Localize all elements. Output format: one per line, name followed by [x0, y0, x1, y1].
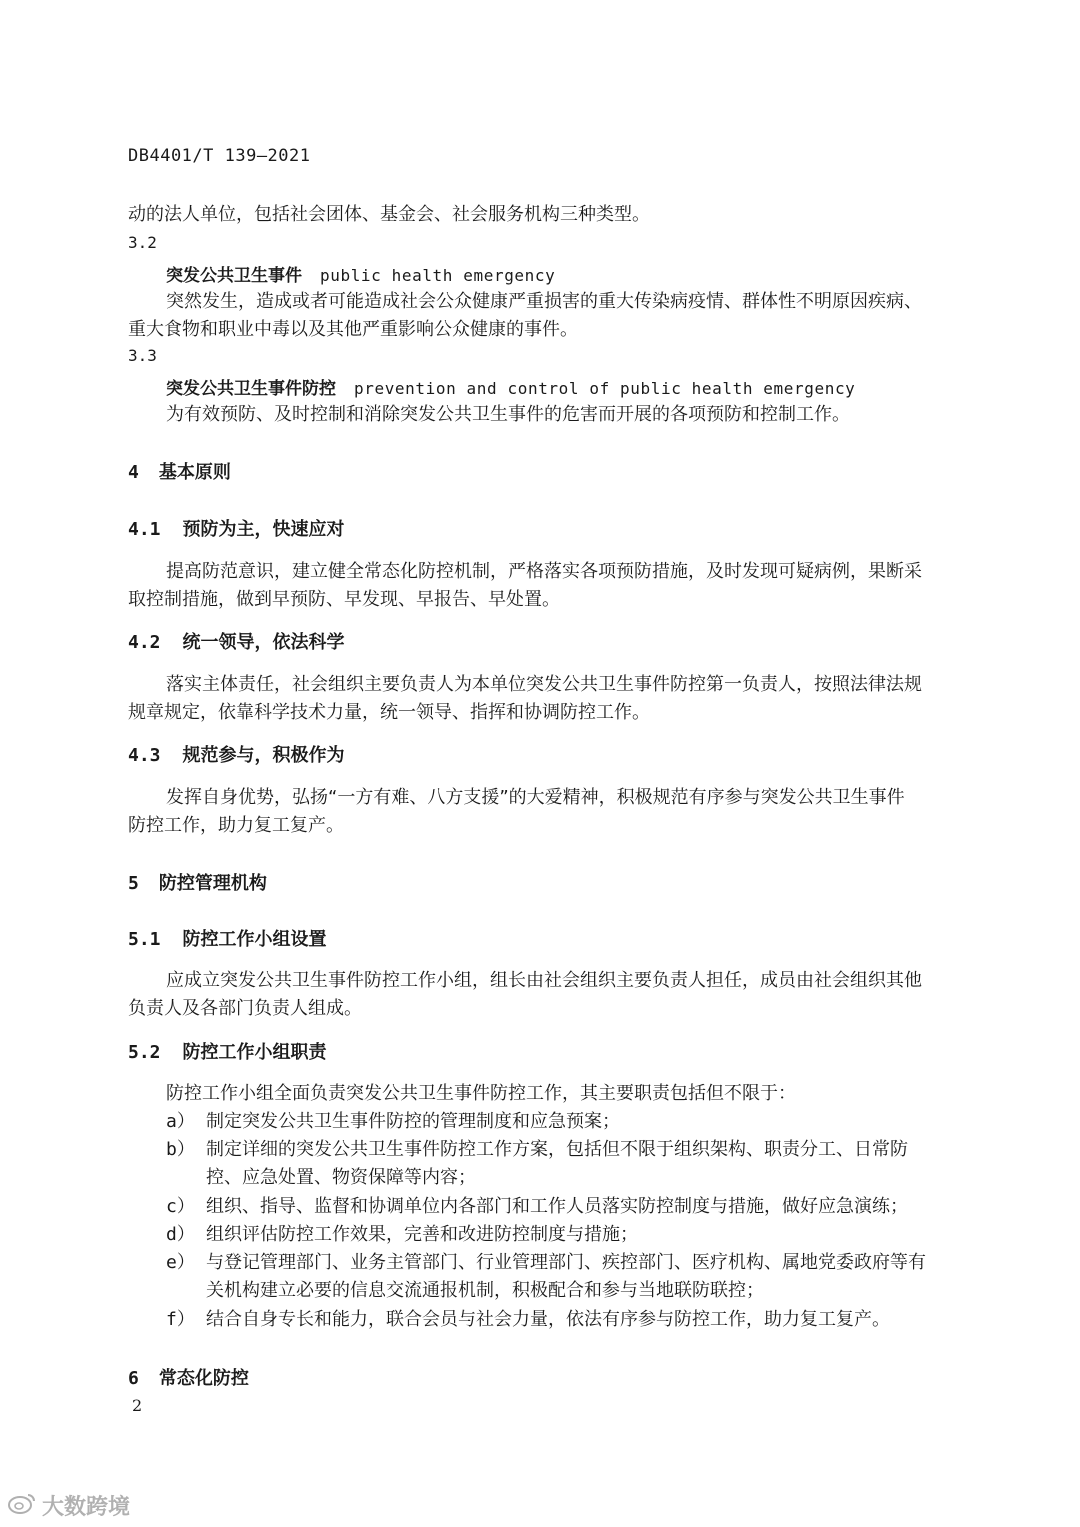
- subsection-number: 4.1: [128, 519, 161, 540]
- section-number: 6: [128, 1368, 139, 1389]
- term-number: 3.2: [128, 233, 157, 252]
- subsection-number: 5.2: [128, 1042, 161, 1063]
- list-text: 与登记管理部门、业务主管部门、行业管理部门、疾控部门、医疗机构、属地党委政府等有: [206, 1252, 926, 1273]
- watermark: [8, 1490, 130, 1521]
- subsection-title: 防控工作小组设置: [182, 929, 327, 950]
- list-item: [166, 1306, 890, 1334]
- term-en: public health emergency: [320, 266, 556, 285]
- page-number: 2: [132, 1396, 143, 1415]
- paragraph-line: 落实主体责任，社会组织主要负责人为本单位突发公共卫生事件防控第一负责人，按照法律法规: [166, 674, 922, 695]
- paragraph-line: 规章规定，依靠科学技术力量，统一领导、指挥和协调防控工作。: [128, 702, 650, 723]
- section-title: 常态化防控: [158, 1368, 249, 1389]
- term-number: 3.3: [128, 346, 157, 365]
- subsection-heading: [128, 925, 327, 951]
- list-text: 制定详细的突发公共卫生事件防控工作方案，包括但不限于组织架构、职责分工、日常防: [206, 1139, 908, 1160]
- subsection-number: 4.3: [128, 745, 161, 766]
- list-text-cont: 控、应急处置、物资保障等内容；: [206, 1167, 476, 1188]
- list-text: 制定突发公共卫生事件防控的管理制度和应急预案；: [206, 1111, 620, 1132]
- watermark-text: 大数跨境: [42, 1495, 131, 1520]
- subsection-title: 预防为主，快速应对: [182, 519, 345, 540]
- paragraph-line: 发挥自身优势，弘扬“一方有难、八方支援”的大爱精神，积极规范有序参与突发公共卫生事件: [166, 787, 905, 808]
- list-text: 组织评估防控工作效果，完善和改进防控制度与措施；: [206, 1224, 638, 1245]
- section-title: 基本原则: [158, 462, 231, 483]
- paragraph-line: 负责人及各部门负责人组成。: [128, 998, 362, 1019]
- subsection-number: 5.1: [128, 929, 161, 950]
- continuation-text: 动的法人单位，包括社会团体、基金会、社会服务机构三种类型。: [128, 204, 650, 225]
- list-label: b）: [166, 1139, 195, 1160]
- paragraph-line: 提高防范意识，建立健全常态化防控机制，严格落实各项预防措施，及时发现可疑病例，果断采: [166, 561, 922, 582]
- term-heading: [166, 374, 855, 399]
- list-item: [166, 1193, 908, 1221]
- term-en: prevention and control of public health emergency: [354, 379, 856, 398]
- subsection-title: 统一领导，依法科学: [182, 632, 345, 653]
- weibo-logo-icon: [8, 1492, 36, 1520]
- section-number: 5: [128, 873, 139, 894]
- list-item: [166, 1221, 638, 1249]
- list-text: 组织、指导、监督和协调单位内各部门和工作人员落实防控制度与措施，做好应急演练；: [206, 1196, 908, 1217]
- paragraph-line: 防控工作小组全面负责突发公共卫生事件防控工作，其主要职责包括但不限于：: [166, 1083, 796, 1104]
- paragraph-line: 防控工作，助力复工复产。: [128, 815, 344, 836]
- list-item: [166, 1136, 908, 1164]
- subsection-heading: [128, 628, 345, 654]
- paragraph-line: 取控制措施，做到早预防、早发现、早报告、早处置。: [128, 589, 560, 610]
- list-label: c）: [166, 1196, 195, 1217]
- section-heading: [128, 869, 267, 895]
- term-cn: 突发公共卫生事件: [166, 266, 302, 286]
- subsection-title: 防控工作小组职责: [182, 1042, 327, 1063]
- section-heading: [128, 1364, 249, 1390]
- section-number: 4: [128, 462, 139, 483]
- section-heading: [128, 458, 231, 484]
- subsection-heading: [128, 741, 345, 767]
- subsection-heading: [128, 515, 345, 541]
- definition-line: 重大食物和职业中毒以及其他严重影响公众健康的事件。: [128, 319, 578, 340]
- definition-line: 突然发生，造成或者可能造成社会公众健康严重损害的重大传染病疫情、群体性不明原因疾病、: [166, 291, 922, 312]
- subsection-number: 4.2: [128, 632, 161, 653]
- section-title: 防控管理机构: [158, 873, 267, 894]
- list-label: e）: [166, 1252, 195, 1273]
- standard-number: DB4401/T 139—2021: [128, 146, 311, 166]
- definition-line: 为有效预防、及时控制和消除突发公共卫生事件的危害而开展的各项预防和控制工作。: [166, 404, 850, 425]
- list-item: [166, 1249, 926, 1277]
- list-label: d）: [166, 1224, 195, 1245]
- subsection-heading: [128, 1038, 327, 1064]
- subsection-title: 规范参与，积极作为: [182, 745, 345, 766]
- term-heading: [166, 261, 555, 286]
- list-text: 结合自身专长和能力，联合会员与社会力量，依法有序参与防控工作，助力复工复产。: [206, 1309, 890, 1330]
- paragraph-line: 应成立突发公共卫生事件防控工作小组，组长由社会组织主要负责人担任，成员由社会组织其他: [166, 970, 922, 991]
- list-text-cont: 关机构建立必要的信息交流通报机制，积极配合和参与当地联防联控；: [206, 1280, 764, 1301]
- list-label: f）: [166, 1309, 195, 1330]
- term-cn: 突发公共卫生事件防控: [166, 379, 336, 399]
- list-label: a）: [166, 1111, 195, 1132]
- list-item: [166, 1108, 620, 1136]
